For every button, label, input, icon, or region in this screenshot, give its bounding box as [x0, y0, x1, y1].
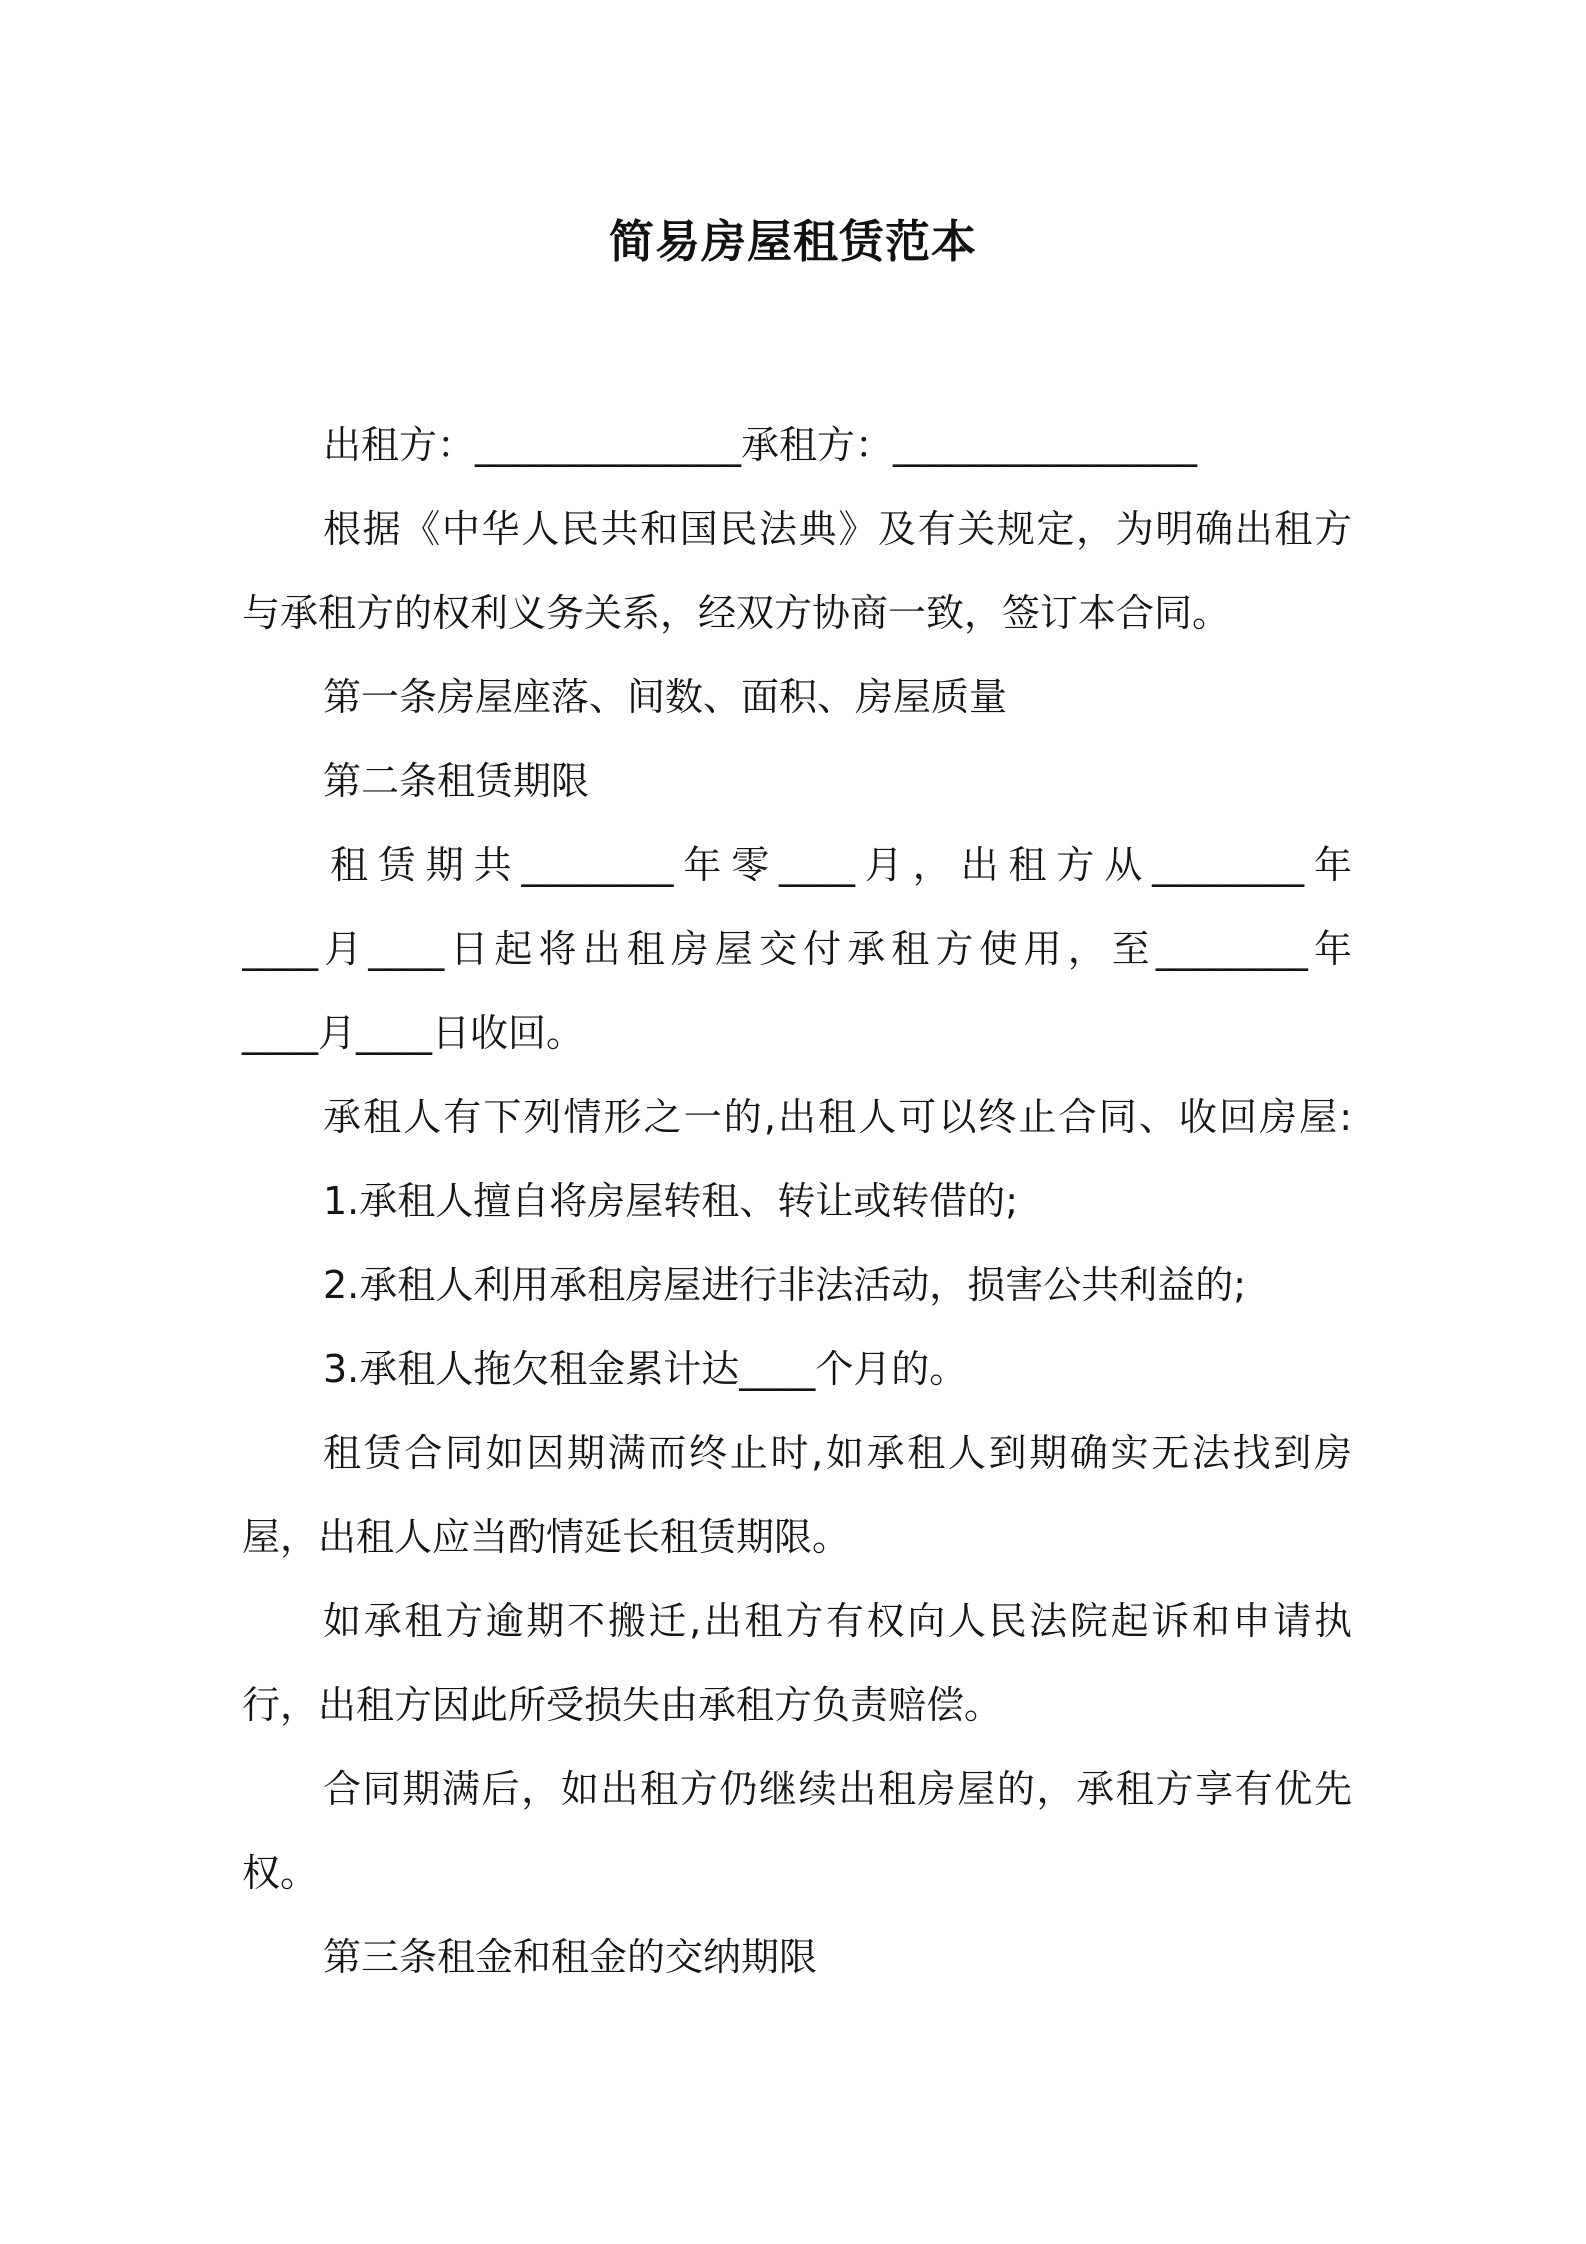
termination-item-2: 2.承租人利用承租房屋进行非法活动，损害公共利益的;: [323, 1263, 1247, 1307]
eviction-clause-line-2: 行，出租方因此所受损失由承租方负责赔偿。: [242, 1683, 1003, 1727]
document-title: 简易房屋租赁范本: [608, 215, 977, 268]
priority-clause-line-1: 合同期满后，如出租方仍继续出租房屋的，承租方享有优先: [323, 1767, 1352, 1811]
termination-item-3: 3.承租人拖欠租金累计达____个月的。: [323, 1347, 968, 1391]
article-1-heading: 第一条房屋座落、间数、面积、房屋质量: [323, 675, 1008, 719]
lease-term-line-1: 租赁期共________年零____月，出租方从________年: [330, 843, 1352, 887]
preamble-line-2: 与承租方的权利义务关系，经双方协商一致，签订本合同。: [242, 591, 1231, 635]
preamble-line-1: 根据《中华人民共和国民法典》及有关规定，为明确出租方: [323, 507, 1352, 551]
lease-term-line-3: ____月____日收回。: [242, 1011, 585, 1055]
termination-item-1: 1.承租人擅自将房屋转租、转让或转借的;: [323, 1179, 1019, 1223]
lease-term-line-2: ____月____日起将出租房屋交付承租方使用，至________年: [242, 927, 1352, 971]
article-3-heading: 第三条租金和租金的交纳期限: [323, 1935, 818, 1979]
eviction-clause-line-1: 如承租方逾期不搬迁,出租方有权向人民法院起诉和申请执: [323, 1599, 1352, 1643]
article-2-heading: 第二条租赁期限: [323, 759, 590, 803]
expiry-clause-line-1: 租赁合同如因期满而终止时,如承租人到期确实无法找到房: [323, 1431, 1352, 1475]
termination-intro: 承租人有下列情形之一的,出租人可以终止合同、收回房屋:: [323, 1095, 1352, 1139]
parties-line: 出租方：______________承租方：________________: [323, 423, 1198, 467]
expiry-clause-line-2: 屋，出租人应当酌情延长租赁期限。: [242, 1515, 851, 1559]
priority-clause-line-2: 权。: [242, 1851, 319, 1895]
